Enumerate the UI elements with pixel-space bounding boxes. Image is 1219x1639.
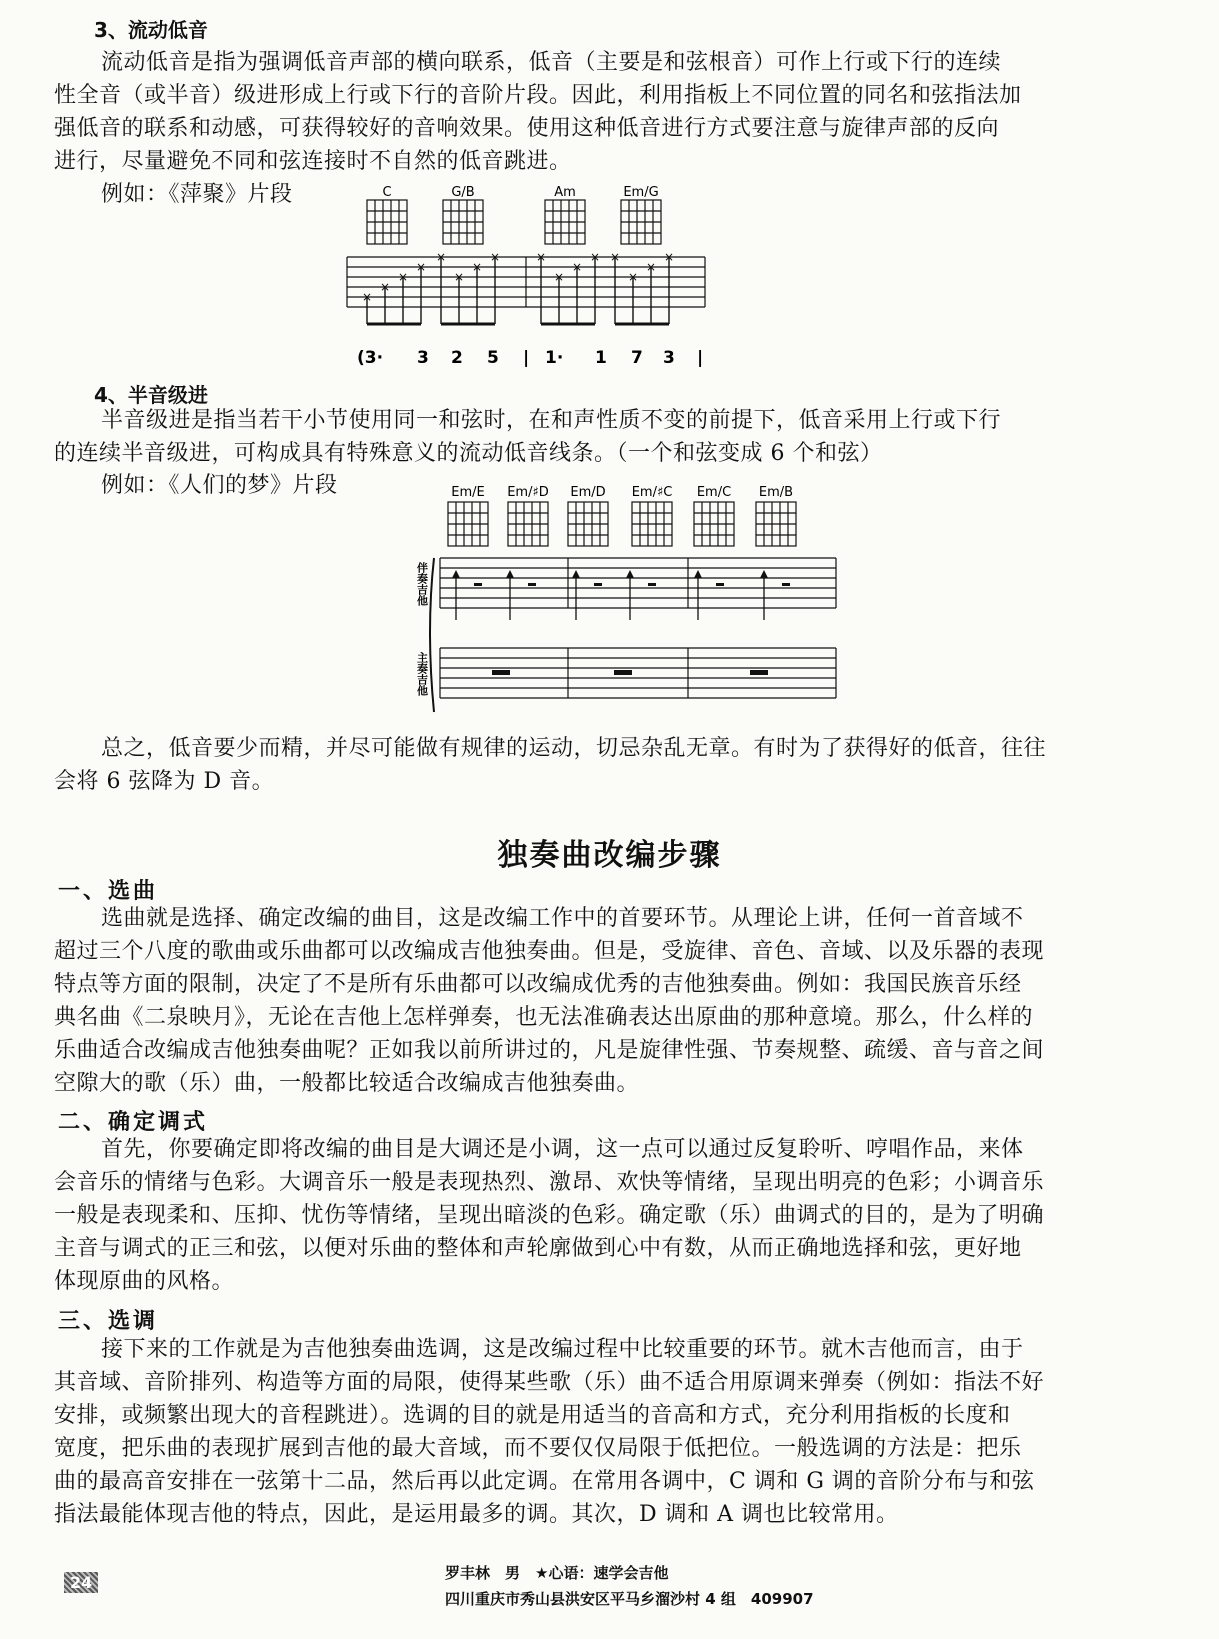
- step3-line-5: 曲的最高音安排在一弦第十二品，然后再以此定调。在常用各调中，C 调和 G 调的音阶分布与和弦: [54, 1469, 1035, 1494]
- chord-diagram-em-b: [756, 502, 796, 546]
- chord-diagram-c: [367, 200, 407, 244]
- chord-diagram-em-csharp: [632, 502, 672, 546]
- melody-note: (3·: [357, 348, 384, 368]
- chord-name-2: G/B: [451, 185, 475, 200]
- chord-name-1: C: [382, 185, 392, 200]
- svg-text:×: ×: [645, 260, 657, 274]
- step2-line-3: 一般是表现柔和、压抑、忧伤等情绪，呈现出暗淡的色彩。确定歌（乐）曲调式的目的，是为了明确: [54, 1203, 1045, 1228]
- section3-line-4: 进行，尽量避免不同和弦连接时不自然的低音跳进。: [54, 149, 572, 174]
- svg-text:×: ×: [571, 260, 583, 274]
- svg-text:×: ×: [553, 270, 565, 284]
- step2-line-5: 体现原曲的风格。: [54, 1269, 235, 1294]
- melody-note: 3: [663, 348, 675, 368]
- melody-note: 3: [417, 348, 429, 368]
- chord-name-3: Em/D: [570, 485, 606, 500]
- section3-line-2: 性全音（或半音）级进形成上行或下行的音阶片段。因此，利用指板上不同位置的同名和弦指法加: [54, 83, 1022, 108]
- melody-note: 7: [631, 348, 643, 368]
- svg-text:×: ×: [471, 260, 483, 274]
- step3-line-1: 接下来的工作就是为吉他独奏曲选调，这是改编过程中比较重要的环节。就木吉他而言，由于: [101, 1337, 1024, 1362]
- section4-example-label: 例如：《人们的梦》片段: [101, 473, 338, 498]
- step1-line-5: 乐曲适合改编成吉他独奏曲呢？正如我以前所讲过的，凡是旋律性强、节奏规整、疏缓、音与音之间: [54, 1038, 1045, 1063]
- lead-guitar-label: 主奏吉他: [415, 652, 429, 696]
- page-title: 独奏曲改编步骤: [497, 838, 722, 873]
- melody-note: 1·: [545, 348, 564, 368]
- strum-arrows: [456, 572, 764, 620]
- chord-name-3: Am: [554, 185, 576, 200]
- svg-text:×: ×: [453, 270, 465, 284]
- strum-arrowheads: [452, 570, 790, 675]
- step3-heading: 三、选调: [58, 1309, 159, 1334]
- step1-line-2: 超过三个八度的歌曲或乐曲都可以改编成吉他独奏曲。但是，受旋律、音色、音域、以及乐器的表现: [54, 939, 1045, 964]
- chord-diagram-em-e: [448, 502, 488, 546]
- section3-line-3: 强低音的联系和动感，可获得较好的音响效果。使用这种低音进行方式要注意与旋律声部的反向: [54, 116, 1000, 141]
- melody-note: 2: [451, 348, 463, 368]
- step1-line-6: 空隙大的歌（乐）曲，一般都比较适合改编成吉他独奏曲。: [54, 1071, 640, 1096]
- section4-heading: 4、半音级进: [94, 383, 208, 407]
- svg-text:×: ×: [535, 250, 547, 264]
- svg-text:×: ×: [609, 250, 621, 264]
- svg-text:×: ×: [489, 250, 501, 264]
- footer-contributor: 罗丰林 男 ★心语：速学会吉他: [445, 1564, 669, 1582]
- renmen-de-meng-figure: [415, 480, 883, 730]
- section3-example-label: 例如：《萍聚》片段: [101, 182, 293, 207]
- bar-line: |: [697, 348, 704, 368]
- chord-name-2: Em/♯D: [507, 485, 549, 500]
- section3-line-1: 流动低音是指为强调低音声部的横向联系，低音（主要是和弦根音）可作上行或下行的连续: [101, 50, 1002, 75]
- step1-line-3: 特点等方面的限制，决定了不是所有乐曲都可以改编成优秀的吉他独奏曲。例如：我国民族音乐经: [54, 972, 1022, 997]
- svg-text:×: ×: [589, 250, 601, 264]
- bar-line: |: [523, 348, 530, 368]
- footer-address: 四川重庆市秀山县洪安区平马乡溜沙村 4 组 409907: [445, 1590, 814, 1608]
- step3-line-4: 宽度，把乐曲的表现扩展到吉他的最大音域，而不要仅仅局限于低把位。一般选调的方法是：把乐: [54, 1436, 1022, 1461]
- melody-note: 1: [595, 348, 607, 368]
- chord-name-6: Em/B: [758, 485, 794, 500]
- chord-name-4: Em/♯C: [631, 485, 673, 500]
- svg-text:×: ×: [379, 280, 391, 294]
- chord-diagram-em-g: [621, 200, 661, 244]
- step2-line-4: 主音与调式的正三和弦，以便对乐曲的整体和声轮廓做到心中有数，从而正确地选择和弦，更好地: [54, 1236, 1022, 1261]
- svg-text:×: ×: [415, 260, 427, 274]
- step2-line-2: 会音乐的情绪与色彩。大调音乐一般是表现热烈、激昂、欢快等情绪，呈现出明亮的色彩；小调音乐: [54, 1170, 1045, 1195]
- accompaniment-guitar-label: 伴奏吉他: [415, 562, 429, 606]
- svg-text:×: ×: [663, 250, 675, 264]
- svg-text:×: ×: [435, 250, 447, 264]
- section4-line-1: 半音级进是指当若干小节使用同一和弦时，在和声性质不变的前提下，低音采用上行或下行: [101, 408, 1002, 433]
- accompaniment-tab-staff: [440, 558, 836, 608]
- step3-line-6: 指法最能体现吉他的特点，因此，是运用最多的调。其次，D 调和 A 调也比较常用。: [54, 1502, 899, 1527]
- chord-diagram-em-dsharp: [508, 502, 548, 546]
- step1-line-1: 选曲就是选择、确定改编的曲目，这是改编工作中的首要环节。从理论上讲，任何一首音域不: [101, 906, 1024, 931]
- numbered-melody: [357, 348, 703, 368]
- chord-diagram-g-b: [443, 200, 483, 244]
- step2-line-1: 首先，你要确定即将改编的曲目是大调还是小调，这一点可以通过反复聆听、哼唱作品，来体: [101, 1137, 1024, 1162]
- section4-line-2: 的连续半音级进，可构成具有特殊意义的流动低音线条。（一个和弦变成 6 个和弦）: [54, 441, 883, 466]
- step2-heading: 二、确定调式: [58, 1110, 209, 1135]
- summary-line-2: 会将 6 弦降为 D 音。: [54, 769, 275, 794]
- chord-diagram-em-c: [694, 502, 734, 546]
- step1-line-4: 典名曲《二泉映月》，无论在吉他上怎样弹奏，也无法准确表达出原曲的那种意境。那么，什么样的: [54, 1005, 1034, 1030]
- melody-note: 5: [487, 348, 499, 368]
- summary-line-1: 总之，低音要少而精，并尽可能做有规律的运动，切忌杂乱无章。有时为了获得好的低音，往往: [101, 736, 1047, 761]
- step3-line-2: 其音域、音阶排列、构造等方面的局限，使得某些歌（乐）曲不适合用原调来弹奏（例如：指法不好: [54, 1370, 1045, 1395]
- chord-name-4: Em/G: [623, 185, 659, 200]
- section3-heading: 3、流动低音: [94, 18, 208, 42]
- chord-diagram-em-d: [568, 502, 608, 546]
- pingju-tab-figure: [345, 182, 730, 374]
- page-number: 24: [64, 1572, 98, 1593]
- chord-name-1: Em/E: [451, 485, 485, 500]
- chord-diagram-am: [545, 200, 585, 244]
- svg-text:×: ×: [627, 270, 639, 284]
- svg-text:×: ×: [361, 290, 373, 304]
- step3-line-3: 安排，或频繁出现大的音程跳进）。选调的目的就是用适当的音高和方式，充分利用指板的长度和: [54, 1403, 1011, 1428]
- chord-name-5: Em/C: [696, 485, 732, 500]
- step1-heading: 一、选曲: [58, 879, 159, 904]
- svg-text:×: ×: [397, 270, 409, 284]
